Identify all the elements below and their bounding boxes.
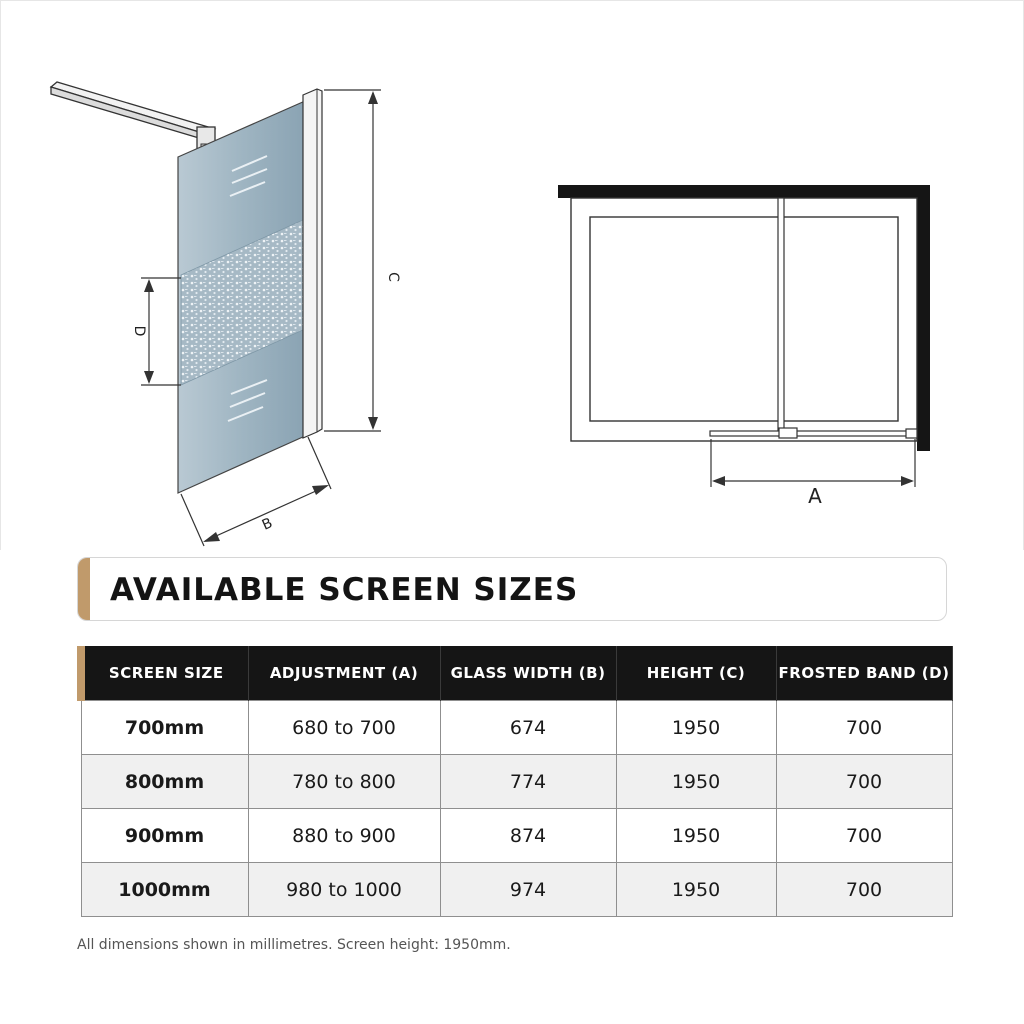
back-wall <box>558 185 930 198</box>
cell-screen-size: 900mm <box>81 809 248 863</box>
table-header-row <box>81 646 952 701</box>
cell-adjustment: 880 to 900 <box>248 809 440 863</box>
cell-adjustment: 980 to 1000 <box>248 863 440 917</box>
cell-frosted-band: 700 <box>776 809 952 863</box>
header-screen-size: SCREEN SIZE <box>81 646 248 701</box>
cell-frosted-band: 700 <box>776 701 952 755</box>
header-glass-width: GLASS WIDTH (B) <box>440 646 616 701</box>
dimension-label-a: A <box>808 484 822 508</box>
side-wall <box>917 185 930 451</box>
cell-glass-width: 774 <box>440 755 616 809</box>
product-diagram <box>1 1 1024 551</box>
support-arm <box>51 82 215 156</box>
table-row <box>81 863 952 917</box>
cell-height: 1950 <box>616 755 776 809</box>
wall-profile <box>303 89 322 438</box>
screen-sizes-table <box>77 646 953 917</box>
cell-glass-width: 974 <box>440 863 616 917</box>
header-frosted-band: FROSTED BAND (D) <box>776 646 952 701</box>
cell-height: 1950 <box>616 863 776 917</box>
glass-panel-3d <box>51 82 401 546</box>
cell-frosted-band: 700 <box>776 755 952 809</box>
section-title-box <box>77 557 947 621</box>
plan-view <box>558 185 930 508</box>
cell-screen-size: 800mm <box>81 755 248 809</box>
dimension-c <box>324 90 381 431</box>
dimension-label-c: C <box>385 272 401 282</box>
table-row <box>81 701 952 755</box>
cell-height: 1950 <box>616 701 776 755</box>
header-adjustment: ADJUSTMENT (A) <box>248 646 440 701</box>
footnote: All dimensions shown in millimetres. Screen height: 1950mm. <box>77 937 511 953</box>
cell-adjustment: 680 to 700 <box>248 701 440 755</box>
dimension-a <box>711 439 915 487</box>
dimension-label-d: D <box>131 325 147 337</box>
header-height: HEIGHT (C) <box>616 646 776 701</box>
arm-bracket-plan <box>779 428 797 438</box>
cell-height: 1950 <box>616 809 776 863</box>
shower-tray-inner <box>590 217 898 421</box>
cell-glass-width: 874 <box>440 809 616 863</box>
table-row <box>81 755 952 809</box>
support-bar-plan <box>778 198 784 436</box>
cell-screen-size: 1000mm <box>81 863 248 917</box>
dimension-label-b: B <box>259 515 276 534</box>
cell-screen-size: 700mm <box>81 701 248 755</box>
shower-tray-outer <box>571 198 917 441</box>
cell-frosted-band: 700 <box>776 863 952 917</box>
cell-glass-width: 674 <box>440 701 616 755</box>
wall-bracket-plan <box>906 429 917 438</box>
title-accent-bar <box>78 558 90 620</box>
cell-adjustment: 780 to 800 <box>248 755 440 809</box>
table-row <box>81 809 952 863</box>
glass-panel-plan <box>710 431 917 436</box>
section-title: AVAILABLE SCREEN SIZES <box>110 572 579 608</box>
